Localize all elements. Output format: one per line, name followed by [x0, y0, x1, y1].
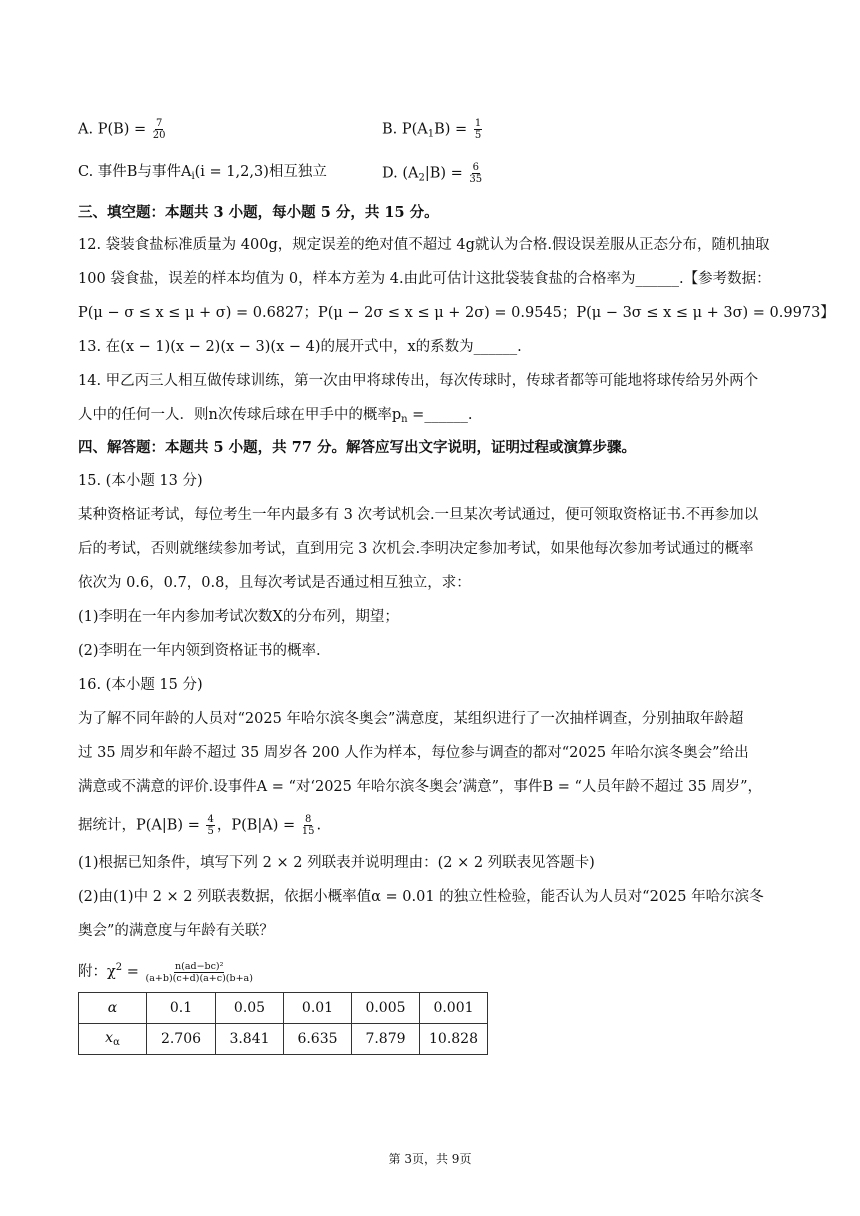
q16-part-2-line-1: (2)由(1)中 2 × 2 列联表数据，依据小概率值α = 0.01 的独立性检验，能否认为人员对“2025 年哈尔滨冬	[78, 889, 764, 905]
q16-line-4-mid: ，P(B|A) =	[216, 817, 300, 834]
table-row	[79, 1024, 488, 1055]
q16-line-2: 过 35 周岁和年龄不超过 35 周岁各 200 人作为样本，每位参与调查的都对“2025 年哈尔滨冬奥会”给出	[78, 745, 749, 761]
table-cell: 0.1	[147, 993, 216, 1024]
q14-line-1: 14. 甲乙丙三人相互做传球训练，第一次由甲将球传出，每次传球时，传球者都等可能地将球传给另外两个	[78, 373, 759, 389]
option-d-text-mid: |B) =	[424, 165, 468, 182]
table-cell: 0.005	[352, 993, 420, 1024]
subscript: i	[191, 171, 195, 182]
fraction-numerator: 1	[474, 118, 482, 129]
table-cell: 0.05	[216, 993, 284, 1024]
q16-part-1: (1)根据已知条件，填写下列 2 × 2 列联表并说明理由：(2 × 2 列联表见答题卡)	[78, 855, 595, 871]
option-b	[382, 118, 484, 145]
q15-line-2: 后的考试，否则就继续参加考试，直到用完 3 次机会.李明决定参加考试，如果他每次参加考试通过的概率	[78, 541, 754, 557]
fraction-denominator: 35	[469, 174, 483, 185]
q13-line-1: 13. 在(x − 1)(x − 2)(x − 3)(x − 4)的展开式中，x的系数为______.	[78, 339, 522, 355]
q12-line-1: 12. 袋装食盐标准质量为 400g，规定误差的绝对值不超过 4g就认为合格.假设误差服从正态分布，随机抽取	[78, 237, 770, 253]
q16-fraction-2	[302, 814, 315, 837]
q16-fraction-1	[206, 814, 214, 837]
table-row-label	[79, 1024, 147, 1055]
option-a-fraction	[153, 118, 166, 141]
q14-line-2-text: 人中的任何一人．则n次传球后球在甲手中的概率p	[78, 407, 402, 423]
table-cell: 0.01	[284, 993, 352, 1024]
option-d	[382, 162, 484, 189]
option-c-text-suffix: (i = 1,2,3)相互独立	[194, 164, 327, 180]
fraction-denominator: 20	[152, 130, 166, 141]
q14-line-2-suffix: =______.	[407, 407, 473, 423]
formula-fraction	[146, 961, 253, 984]
fraction-numerator: n(ad−bc)²	[175, 960, 224, 972]
fraction-denominator: 5	[207, 826, 214, 837]
q16-line-4-text: 据统计，P(A|B) =	[78, 817, 205, 834]
table-cell: 2.706	[147, 1024, 216, 1055]
section-3-heading: 三、填空题：本题共 3 小题，每小题 5 分，共 15 分。	[78, 204, 439, 221]
fraction-denominator: (a+b)(c+d)(a+c)(b+a)	[145, 972, 253, 984]
fraction-numerator: 4	[207, 814, 214, 825]
q16-line-3: 满意或不满意的评价.设事件A = “对‘2025 年哈尔滨冬奥会’满意”，事件B = “人员年龄不超过 35 周岁”，	[78, 779, 763, 795]
q15-line-1: 某种资格证考试，每位考生一年内最多有 3 次考试机会.一旦某次考试通过，便可领取资格证书.不再参加以	[78, 507, 759, 523]
section-4-heading: 四、解答题：本题共 5 小题，共 77 分。解答应写出文字说明，证明过程或演算步骤。	[78, 439, 636, 456]
subscript: n	[401, 414, 408, 425]
x-label: x	[105, 1030, 114, 1046]
option-b-fraction	[474, 118, 482, 141]
subscript: α	[113, 1037, 120, 1048]
q14-line-2	[78, 405, 472, 430]
fraction-numerator: 7	[155, 118, 163, 129]
option-b-text: B. P(A	[382, 121, 428, 138]
alpha-label: α	[107, 1000, 118, 1016]
fraction-denominator: 15	[301, 826, 315, 837]
page-footer: 第 3页，共 9页	[388, 1152, 472, 1166]
q15-line-3: 依次为 0.6，0.7，0.8，且每次考试是否通过相互独立，求：	[78, 575, 471, 591]
option-d-fraction	[469, 162, 482, 185]
table-cell: 10.828	[420, 1024, 488, 1055]
option-c	[78, 162, 327, 187]
q15-header: 15. (本小题 13 分)	[78, 473, 203, 489]
fraction-denominator: 5	[474, 130, 482, 141]
fraction-numerator: 8	[304, 814, 312, 825]
q16-line-4	[78, 814, 321, 837]
table-cell: 7.879	[352, 1024, 420, 1055]
q15-part-2: (2)李明在一年内领到资格证书的概率.	[78, 643, 321, 659]
formula-equals: =	[122, 964, 144, 980]
table-row-label	[79, 993, 147, 1024]
table-row	[79, 993, 488, 1024]
q12-line-2: 100 袋食盐，误差的样本均值为 0，样本方差为 4.由此可估计这批袋装食盐的合格率为______.【参考数据：	[78, 271, 771, 287]
fraction-numerator: 6	[472, 162, 479, 173]
critical-value-table	[78, 992, 488, 1055]
formula-prefix: 附：χ	[78, 964, 116, 980]
table-cell: 0.001	[420, 993, 488, 1024]
q16-line-4-end: .	[316, 817, 322, 834]
table-cell: 6.635	[284, 1024, 352, 1055]
option-b-text-mid: B) =	[434, 121, 472, 138]
q15-part-1: (1)李明在一年内参加考试次数X的分布列，期望；	[78, 609, 399, 625]
option-d-text: D. (A	[382, 165, 419, 182]
superscript: 2	[115, 962, 123, 973]
subscript: 2	[418, 172, 425, 184]
q16-line-1: 为了解不同年龄的人员对“2025 年哈尔滨冬奥会”满意度，某组织进行了一次抽样调查，分别抽取年龄超	[78, 711, 744, 727]
q16-part-2-line-2: 奥会”的满意度与年龄有关联？	[78, 923, 274, 939]
q12-line-3: P(μ − σ ≤ x ≤ μ + σ) = 0.6827；P(μ − 2σ ≤ x ≤ μ + 2σ) = 0.9545；P(μ − 3σ ≤ x ≤ μ + 3σ) = 0.9973】	[78, 305, 835, 321]
q16-header: 16. (本小题 15 分)	[78, 677, 203, 693]
chi-square-formula	[78, 958, 255, 984]
table-cell: 3.841	[216, 1024, 284, 1055]
option-a	[78, 118, 168, 141]
option-c-text: C. 事件B与事件A	[78, 164, 192, 180]
option-a-text: A. P(B) =	[78, 121, 151, 138]
subscript: 1	[427, 128, 435, 140]
